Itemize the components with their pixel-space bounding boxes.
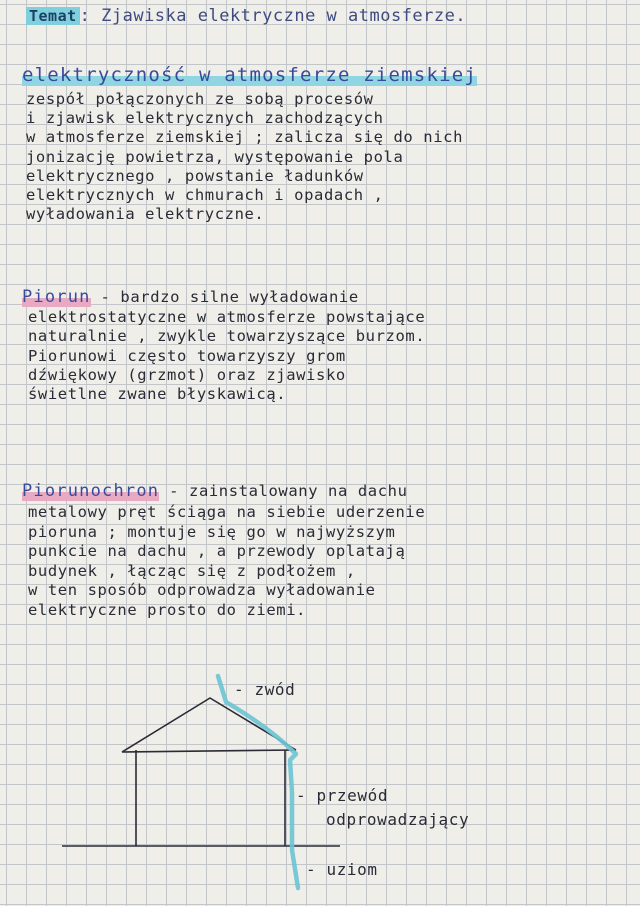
- heading-text: elektryczność w atmosferze ziemskiej: [22, 64, 478, 86]
- section-body: [22, 308, 425, 404]
- text-line: dźwiękowy (grzmot) oraz zjawisko: [28, 365, 346, 384]
- text-line: metalowy pręt ściąga na siebie uderzenie: [28, 503, 426, 522]
- text-line: świetlne zwane błyskawicą.: [28, 385, 287, 404]
- text-line: punkcie na dachu , a przewody oplatają: [28, 542, 406, 561]
- lightning-conductor: [218, 676, 298, 888]
- text-line: i zjawisk elektrycznych zachodzących: [26, 109, 384, 128]
- lightning-rod-diagram: [40, 662, 600, 902]
- text-line: w ten sposób odprowadza wyładowanie: [28, 581, 376, 600]
- section-body: [22, 90, 477, 224]
- text-line: elektrycznego , powstanie ładunków: [26, 166, 364, 185]
- label-air-terminal: - zwód: [234, 680, 296, 699]
- heading-text: Piorun: [22, 287, 91, 307]
- text-line: elektryczne prosto do ziemi.: [28, 600, 307, 619]
- section-atmospheric-electricity: [22, 64, 477, 224]
- section-heading: [22, 287, 425, 307]
- page-title: [26, 6, 466, 26]
- text-line: elektrostatyczne w atmosferze powstające: [28, 308, 426, 327]
- label-down-conductor-2: odprowadzający: [326, 810, 470, 829]
- house-eave: [122, 750, 296, 752]
- label-down-conductor: - przewód: [296, 786, 389, 805]
- section-heading: [22, 64, 477, 86]
- section-body: [22, 503, 425, 620]
- text-line: Piorunowi często towarzyszy grom: [28, 346, 346, 365]
- heading-suffix: - zainstalowany na dachu: [159, 482, 408, 500]
- heading-text: Piorunochron: [22, 481, 160, 501]
- text-line: budynek , łącząc się z podłożem ,: [28, 561, 356, 580]
- house-roof: [122, 698, 296, 752]
- text-line: wyładowania elektryczne.: [26, 205, 265, 224]
- heading-suffix: - bardzo silne wyładowanie: [90, 288, 359, 306]
- label-earth-electrode: - uziom: [306, 860, 378, 879]
- text-line: zespół połączonych ze sobą procesów: [26, 90, 374, 108]
- section-lightning-rod: [22, 481, 425, 620]
- text-line: elektrycznych w chmurach i opadach ,: [26, 186, 384, 205]
- section-lightning: [22, 287, 425, 404]
- text-line: w atmosferze ziemskiej ; zalicza się do nich: [26, 128, 463, 147]
- title-label: Temat: [26, 7, 80, 25]
- text-line: jonizację powietrza, występowanie pola: [26, 147, 404, 166]
- text-line: naturalnie , zwykle towarzyszące burzom.: [28, 327, 426, 346]
- text-line: pioruna ; montuje się go w najwyższym: [28, 522, 396, 541]
- section-heading: [22, 481, 425, 501]
- title-text: : Zjawiska elektryczne w atmosferze.: [79, 6, 467, 26]
